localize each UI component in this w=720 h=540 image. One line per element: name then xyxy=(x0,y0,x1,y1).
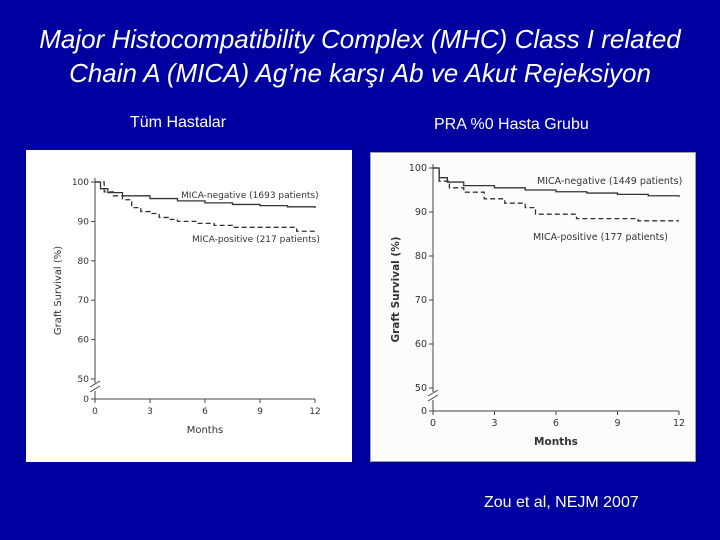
x-tick-label: 12 xyxy=(309,407,321,417)
y-tick-label: 100 xyxy=(408,163,427,174)
y-axis-title: Graft Survival (%) xyxy=(53,245,64,336)
y-tick-label: 80 xyxy=(77,256,89,267)
x-tick-label: 3 xyxy=(147,407,153,417)
right-chart-panel xyxy=(370,152,696,462)
citation: Zou et al, NEJM 2007 xyxy=(484,494,639,511)
y-tick-label: 80 xyxy=(414,251,427,262)
right-panel-label: PRA %0 Hasta Grubu xyxy=(434,116,589,133)
right-survival-chart xyxy=(371,153,695,461)
slide-title xyxy=(0,22,720,90)
y-tick-label: 90 xyxy=(414,207,427,218)
x-axis-title: Months xyxy=(534,436,578,448)
x-tick-label: 9 xyxy=(614,418,621,429)
slide-title-line-1: Major Histocompatibility Complex (MHC) Class I related xyxy=(39,24,681,54)
series-label: MICA-positive (177 patients) xyxy=(533,232,668,243)
y-tick-label: 0 xyxy=(420,406,427,417)
left-chart-panel xyxy=(26,150,352,462)
x-tick-label: 9 xyxy=(257,407,263,417)
series-label: MICA-negative (1449 patients) xyxy=(537,176,683,187)
x-tick-label: 0 xyxy=(92,407,98,417)
left-panel-label: Tüm Hastalar xyxy=(130,114,227,131)
series-label: MICA-negative (1693 patients) xyxy=(181,191,319,201)
series-line-mica-positive xyxy=(95,182,315,231)
series-label: MICA-positive (217 patients) xyxy=(192,235,320,245)
y-tick-label: 70 xyxy=(77,296,89,307)
x-tick-label: 0 xyxy=(429,418,437,429)
y-tick-label: 70 xyxy=(414,295,427,306)
y-tick-label: 0 xyxy=(83,395,89,405)
y-tick-label: 90 xyxy=(77,217,89,228)
x-tick-label: 3 xyxy=(491,418,498,429)
y-tick-label: 60 xyxy=(414,339,427,350)
y-tick-label: 50 xyxy=(77,375,89,385)
x-tick-label: 6 xyxy=(552,418,560,429)
y-tick-label: 50 xyxy=(414,383,427,394)
left-survival-chart xyxy=(26,150,352,462)
y-tick-label: 100 xyxy=(71,178,89,188)
x-tick-label: 12 xyxy=(672,418,686,429)
slide-title-line-2: Chain A (MICA) Ag’ne karşı Ab ve Akut Rejeksiyon xyxy=(69,58,651,88)
x-axis-title: Months xyxy=(186,425,224,436)
y-axis-title: Graft Survival (%) xyxy=(390,236,402,343)
y-tick-label: 60 xyxy=(77,335,89,346)
x-tick-label: 6 xyxy=(202,407,208,417)
